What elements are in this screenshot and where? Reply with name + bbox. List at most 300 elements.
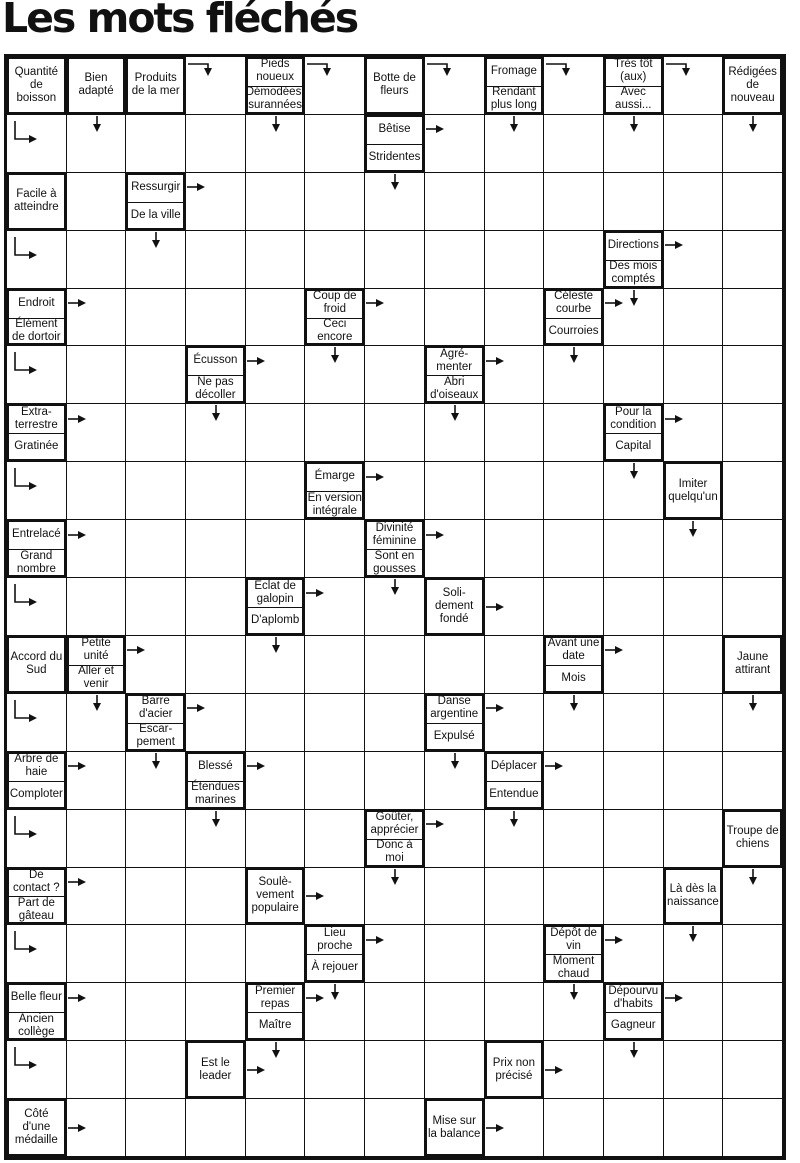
clue-text: Ne pas décoller [195,375,236,401]
clue-text: Gagneur [610,1019,656,1032]
answer-cell[interactable] [664,578,724,636]
clue-cell [544,925,604,983]
clue-cell [246,868,306,926]
arrow-right-icon [605,298,623,308]
clue-text: Abri d'oiseaux [430,375,479,401]
clue-text: Quantité de boisson [14,65,59,104]
answer-cell[interactable] [67,578,127,636]
arrow-turn-down-icon [307,61,335,79]
answer-cell[interactable] [126,1099,186,1157]
crossword-grid [4,54,786,1160]
answer-cell[interactable] [365,694,425,752]
answer-cell[interactable] [604,173,664,231]
clue-text: Petite unité [81,637,111,663]
clue-text: Éclat de galopin [254,579,296,605]
clue-text: Soulè-vement populaire [251,876,299,915]
answer-cell[interactable] [246,694,306,752]
answer-cell[interactable] [544,520,604,578]
answer-cell[interactable] [544,810,604,868]
answer-cell[interactable] [604,520,664,578]
clue-text: Blessé [198,759,233,772]
answer-cell[interactable] [186,983,246,1041]
clue-text: Gratinée [14,440,59,453]
clue-cell [7,289,67,347]
arrow-right-icon [665,414,683,424]
clue-text: Aller et venir [78,665,114,691]
clue-text: Est le leader [199,1056,232,1082]
arrow-right-icon [247,356,265,366]
answer-cell[interactable] [544,868,604,926]
answer-cell[interactable] [246,925,306,983]
answer-cell[interactable] [305,694,365,752]
arrow-down-icon [569,347,579,363]
answer-cell[interactable] [544,462,604,520]
clue-text: Entrelacé [12,528,61,541]
clue-text: Démodées, surannées [245,86,305,112]
answer-cell[interactable] [723,173,783,231]
answer-cell[interactable] [246,810,306,868]
arrow-down-icon [450,753,460,769]
clue-cell [604,231,664,289]
clue-text: Endroit [18,296,55,309]
clue-text: Extra-terrestre [14,405,58,431]
answer-cell[interactable] [723,1041,783,1099]
answer-cell[interactable] [664,636,724,694]
clue-text: De la ville [130,208,181,221]
answer-cell[interactable] [305,752,365,810]
answer-cell[interactable] [544,578,604,636]
answer-cell[interactable] [664,1041,724,1099]
answer-cell[interactable] [246,231,306,289]
arrow-right-icon [306,891,324,901]
clue-text: Maître [258,1019,292,1032]
answer-cell[interactable] [425,462,485,520]
clue-text: Troupe de chiens [726,825,779,851]
answer-cell[interactable] [544,1099,604,1157]
answer-cell[interactable] [485,983,545,1041]
arrow-right-icon [665,240,683,250]
answer-cell[interactable] [186,578,246,636]
arrow-down-icon [151,753,161,769]
answer-cell[interactable] [485,289,545,347]
answer-cell[interactable] [126,115,186,173]
answer-cell[interactable] [723,404,783,462]
clue-cell [305,289,365,347]
clue-cell [126,173,186,231]
clue-text: En version intégrale [307,491,362,517]
clue-text: Avant une date [547,637,600,663]
answer-cell[interactable] [723,346,783,404]
answer-cell[interactable] [67,925,127,983]
clue-text: Botte de fleurs [373,72,416,98]
clue-cell [7,57,67,115]
clue-text: Prix non précisé [492,1056,535,1082]
answer-cell[interactable] [664,810,724,868]
answer-cell[interactable] [664,115,724,173]
arrow-turn-right-icon [12,816,38,840]
clue-cell [67,57,127,115]
clue-text: Fromage [490,64,537,77]
answer-cell[interactable] [723,925,783,983]
answer-cell[interactable] [664,173,724,231]
arrow-turn-right-icon [12,352,38,376]
answer-cell[interactable] [126,520,186,578]
clue-cell [604,57,664,115]
answer-cell[interactable] [365,1099,425,1157]
answer-cell[interactable] [664,694,724,752]
answer-cell[interactable] [485,925,545,983]
clue-text: Stridentes [368,150,421,163]
answer-cell[interactable] [604,1099,664,1157]
answer-cell[interactable] [126,578,186,636]
answer-cell[interactable] [186,520,246,578]
answer-cell[interactable] [485,231,545,289]
clue-text: Déplacer [490,759,537,772]
clue-text: Premier repas [254,984,296,1010]
answer-cell[interactable] [365,752,425,810]
arrow-right-icon [426,124,444,134]
arrow-down-icon [629,463,639,479]
clue-text: Expulsé [433,729,475,742]
clue-cell [7,1099,67,1157]
arrow-right-icon [68,877,86,887]
answer-cell[interactable] [723,231,783,289]
answer-cell[interactable] [425,925,485,983]
arrow-down-icon [211,811,221,827]
answer-cell[interactable] [67,1041,127,1099]
answer-cell[interactable] [246,1099,306,1157]
answer-cell[interactable] [126,1041,186,1099]
clue-text: Rédigées de nouveau [728,65,777,104]
arrow-down-icon [629,116,639,132]
clue-text: Côté d'une médaille [14,1108,58,1147]
answer-cell[interactable] [604,752,664,810]
answer-cell[interactable] [664,289,724,347]
answer-cell[interactable] [723,520,783,578]
arrow-right-icon [68,761,86,771]
clue-text: Accord du Sud [10,651,63,677]
clue-cell [485,1041,545,1099]
clue-cell [7,636,67,694]
answer-cell[interactable] [126,289,186,347]
arrow-turn-right-icon [12,121,38,145]
arrow-down-icon [211,405,221,421]
clue-text: Ceci encore [317,318,353,343]
arrow-right-icon [247,761,265,771]
answer-cell[interactable] [485,868,545,926]
answer-cell[interactable] [485,404,545,462]
arrow-right-icon [486,1123,504,1133]
answer-cell[interactable] [67,462,127,520]
arrow-right-icon [68,530,86,540]
arrow-right-icon [187,182,205,192]
arrow-right-icon [486,602,504,612]
clue-cell [544,636,604,694]
answer-cell[interactable] [186,1099,246,1157]
answer-cell[interactable] [425,1041,485,1099]
clue-text: Courroies [548,324,599,337]
answer-cell[interactable] [246,289,306,347]
clue-text: Avec aussi... [615,86,652,112]
arrow-right-icon [665,993,683,1003]
clue-cell [365,520,425,578]
clue-cell [544,289,604,347]
answer-cell[interactable] [246,462,306,520]
clue-text: Capital [615,440,652,453]
clue-text: Grand nombre [16,549,56,575]
answer-cell[interactable] [425,636,485,694]
clue-text: Bêtise [378,122,411,135]
answer-cell[interactable] [126,925,186,983]
clue-text: Très tôt (aux) [613,58,653,84]
arrow-down-icon [390,869,400,885]
answer-cell[interactable] [604,810,664,868]
answer-cell[interactable] [723,289,783,347]
clue-text: Barre d'acier [138,695,173,721]
arrow-turn-right-icon [12,1047,38,1071]
answer-cell[interactable] [365,1041,425,1099]
clue-cell [664,868,724,926]
answer-cell[interactable] [305,404,365,462]
answer-cell[interactable] [126,346,186,404]
answer-cell[interactable] [723,578,783,636]
answer-cell[interactable] [604,694,664,752]
answer-cell[interactable] [246,404,306,462]
clue-text: Moment chaud [552,954,595,980]
answer-cell[interactable] [305,1099,365,1157]
clue-text: Pour la condition [610,405,657,431]
answer-cell[interactable] [604,868,664,926]
arrow-down-icon [509,116,519,132]
clue-cell [604,404,664,462]
arrow-down-icon [509,811,519,827]
clue-text: Bien adapté [78,72,114,98]
clue-text: À rejouer [311,961,359,974]
clue-cell [7,404,67,462]
answer-cell[interactable] [305,231,365,289]
answer-cell[interactable] [723,983,783,1041]
clue-text: Céleste courbe [554,290,594,316]
clue-text: Jaune attirant [735,651,771,677]
arrow-right-icon [127,645,145,655]
answer-cell[interactable] [425,983,485,1041]
arrow-down-icon [330,347,340,363]
answer-cell[interactable] [425,231,485,289]
answer-cell[interactable] [126,983,186,1041]
clue-text: Agré-menter [436,347,473,373]
arrow-down-icon [629,1042,639,1058]
clue-cell [365,810,425,868]
clue-text: Facile à atteindre [13,188,59,214]
answer-cell[interactable] [305,1041,365,1099]
arrow-right-icon [366,298,384,308]
arrow-turn-down-icon [427,61,455,79]
answer-cell[interactable] [365,231,425,289]
answer-cell[interactable] [305,810,365,868]
clue-text: Élément de dortoir [12,318,61,343]
answer-cell[interactable] [305,636,365,694]
answer-cell[interactable] [246,520,306,578]
answer-cell[interactable] [723,752,783,810]
clue-text: Étendues marines [191,781,240,807]
answer-cell[interactable] [485,520,545,578]
arrow-right-icon [68,298,86,308]
page-title: Les mots fléchés [2,0,358,42]
clue-text: Dépourvu d'habits [608,984,659,1010]
answer-cell[interactable] [67,231,127,289]
answer-cell[interactable] [305,173,365,231]
clue-text: Arbre de haie [14,753,59,779]
answer-cell[interactable] [186,925,246,983]
arrow-right-icon [247,1065,265,1075]
arrow-right-icon [68,993,86,1003]
clue-text: Donc à moi [376,839,413,865]
clue-cell [7,868,67,926]
arrow-down-icon [569,984,579,1000]
arrow-turn-down-icon [546,61,574,79]
clue-cell [365,57,425,115]
arrow-right-icon [486,356,504,366]
answer-cell[interactable] [67,173,127,231]
clue-cell [604,983,664,1041]
answer-cell[interactable] [604,578,664,636]
answer-cell[interactable] [664,346,724,404]
clue-cell [425,694,485,752]
clue-cell [425,1099,485,1157]
clue-cell [305,925,365,983]
answer-cell[interactable] [126,404,186,462]
arrow-down-icon [450,405,460,421]
answer-cell[interactable] [425,868,485,926]
arrow-turn-right-icon [12,700,38,724]
answer-cell[interactable] [365,404,425,462]
clue-cell [246,578,306,636]
answer-cell[interactable] [425,289,485,347]
arrow-down-icon [629,290,639,306]
arrow-right-icon [605,645,623,655]
answer-cell[interactable] [186,462,246,520]
answer-cell[interactable] [365,346,425,404]
answer-cell[interactable] [126,810,186,868]
arrow-right-icon [68,414,86,424]
answer-cell[interactable] [544,173,604,231]
answer-cell[interactable] [604,346,664,404]
clue-cell [305,462,365,520]
answer-cell[interactable] [126,868,186,926]
clue-text: Escar-pement [136,723,175,749]
arrow-right-icon [426,530,444,540]
clue-text: Divinité féminine [372,521,417,547]
answer-cell[interactable] [305,115,365,173]
answer-cell[interactable] [723,462,783,520]
clue-text: Coup de froid [313,290,357,316]
clue-cell [723,810,783,868]
clue-text: Là dès la naissance [667,882,719,908]
arrow-right-icon [605,935,623,945]
arrow-down-icon [151,232,161,248]
arrow-down-icon [748,695,758,711]
arrow-turn-right-icon [12,931,38,955]
answer-cell[interactable] [67,810,127,868]
clue-text: Pieds noueux [256,58,294,84]
clue-text: Écusson [193,354,238,367]
answer-cell[interactable] [664,1099,724,1157]
arrow-down-icon [271,637,281,653]
clue-text: Produits de la mer [131,72,180,98]
clue-text: Dépôt de vin [550,926,597,952]
answer-cell[interactable] [544,231,604,289]
answer-cell[interactable] [544,404,604,462]
arrow-turn-down-icon [188,61,216,79]
answer-cell[interactable] [186,636,246,694]
clue-text: Sont en gousses [373,549,416,575]
arrow-turn-right-icon [12,237,38,261]
arrow-down-icon [330,984,340,1000]
arrow-down-icon [748,116,758,132]
clue-text: Goûter, apprécier [370,811,419,837]
clue-cell [246,983,306,1041]
clue-text: Imiter quelqu'un [668,477,718,503]
answer-cell[interactable] [425,173,485,231]
clue-cell [723,636,783,694]
clue-text: Lieu proche [317,926,353,952]
arrow-down-icon [390,579,400,595]
arrow-turn-right-icon [12,468,38,492]
answer-cell[interactable] [365,636,425,694]
arrow-right-icon [545,761,563,771]
clue-cell [365,115,425,173]
arrow-turn-down-icon [666,61,694,79]
answer-cell[interactable] [186,231,246,289]
answer-cell[interactable] [723,1099,783,1157]
answer-cell[interactable] [246,173,306,231]
arrow-down-icon [271,1042,281,1058]
arrow-down-icon [688,521,698,537]
answer-cell[interactable] [67,346,127,404]
arrow-turn-right-icon [12,584,38,608]
answer-cell[interactable] [305,520,365,578]
answer-cell[interactable] [186,289,246,347]
clue-text: Émarge [314,470,355,483]
clue-text: Entendue [489,787,539,800]
answer-cell[interactable] [485,462,545,520]
arrow-down-icon [688,926,698,942]
answer-cell[interactable] [664,752,724,810]
answer-cell[interactable] [485,636,545,694]
answer-cell[interactable] [365,983,425,1041]
clue-cell [723,57,783,115]
clue-cell [186,1041,246,1099]
arrow-right-icon [486,703,504,713]
clue-cell [664,462,724,520]
arrow-right-icon [306,588,324,598]
arrow-down-icon [92,695,102,711]
clue-cell [7,752,67,810]
clue-text: D'aplomb [251,613,300,626]
answer-cell[interactable] [485,173,545,231]
answer-cell[interactable] [126,462,186,520]
answer-cell[interactable] [544,115,604,173]
clue-cell [186,752,246,810]
arrow-right-icon [366,935,384,945]
clue-text: De contact ? [13,868,60,894]
answer-cell[interactable] [186,868,246,926]
answer-cell[interactable] [186,115,246,173]
clue-cell [485,57,545,115]
arrow-down-icon [92,116,102,132]
clue-cell [7,520,67,578]
clue-text: Rendant plus long [490,86,537,112]
